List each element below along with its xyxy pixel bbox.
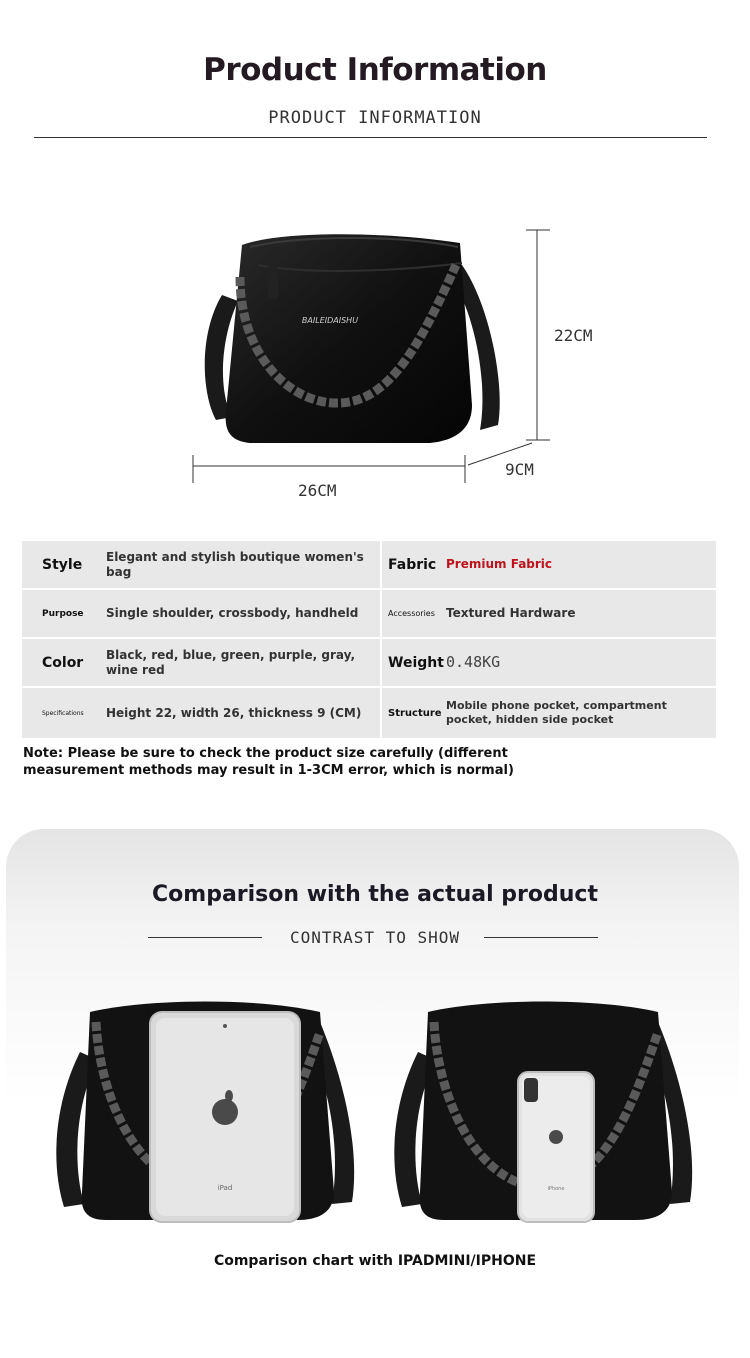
bag-with-iphone-image (378, 992, 708, 1227)
spec-row (22, 639, 716, 686)
brand-logo: BAILEIDAISHU (301, 316, 359, 325)
spec-label: Specifications (22, 688, 106, 738)
size-note: Note: Please be sure to check the product size carefully (different measurement methods may result in 1-3CM error, which is normal) (23, 746, 514, 778)
spec-value: Elegant and stylish boutique women's bag (106, 541, 380, 588)
ipad-label: iPad (217, 1184, 233, 1192)
spec-label: Purpose (22, 590, 106, 637)
page-title: Product Information (203, 52, 547, 88)
spec-row (22, 688, 716, 738)
dimension-lines (180, 225, 580, 495)
header-divider (34, 137, 707, 138)
comparison-subtitle: CONTRAST TO SHOW (289, 928, 461, 947)
spec-value: Premium Fabric (446, 541, 716, 588)
spec-value: Textured Hardware (446, 590, 716, 637)
spec-label: Accessories (382, 590, 446, 637)
subtitle-divider-right (484, 937, 598, 938)
iphone-label: iPhone (547, 1186, 565, 1192)
spec-label: Fabric (382, 541, 446, 588)
spec-value: 0.48KG (446, 639, 716, 686)
bag-with-ipad-image (40, 992, 370, 1227)
spec-value: Single shoulder, crossbody, handheld (106, 590, 380, 637)
width-label: 26CM (298, 481, 337, 500)
spec-row (22, 541, 716, 588)
comparison-title: Comparison with the actual product (152, 882, 598, 907)
depth-label: 9CM (505, 460, 534, 479)
page-subtitle: PRODUCT INFORMATION (268, 108, 482, 128)
spec-table (22, 541, 716, 740)
spec-label: Structure (382, 688, 446, 738)
spec-value: Mobile phone pocket, compartment pocket, hidden side pocket (446, 688, 716, 738)
spec-row (22, 590, 716, 637)
spec-label: Color (22, 639, 106, 686)
comparison-caption: Comparison chart with IPADMINI/IPHONE (213, 1253, 537, 1269)
spec-value: Black, red, blue, green, purple, gray, wine red (106, 639, 380, 686)
spec-value: Height 22, width 26, thickness 9 (CM) (106, 688, 380, 738)
spec-label: Style (22, 541, 106, 588)
spec-label: Weight (382, 639, 446, 686)
height-label: 22CM (554, 326, 593, 345)
